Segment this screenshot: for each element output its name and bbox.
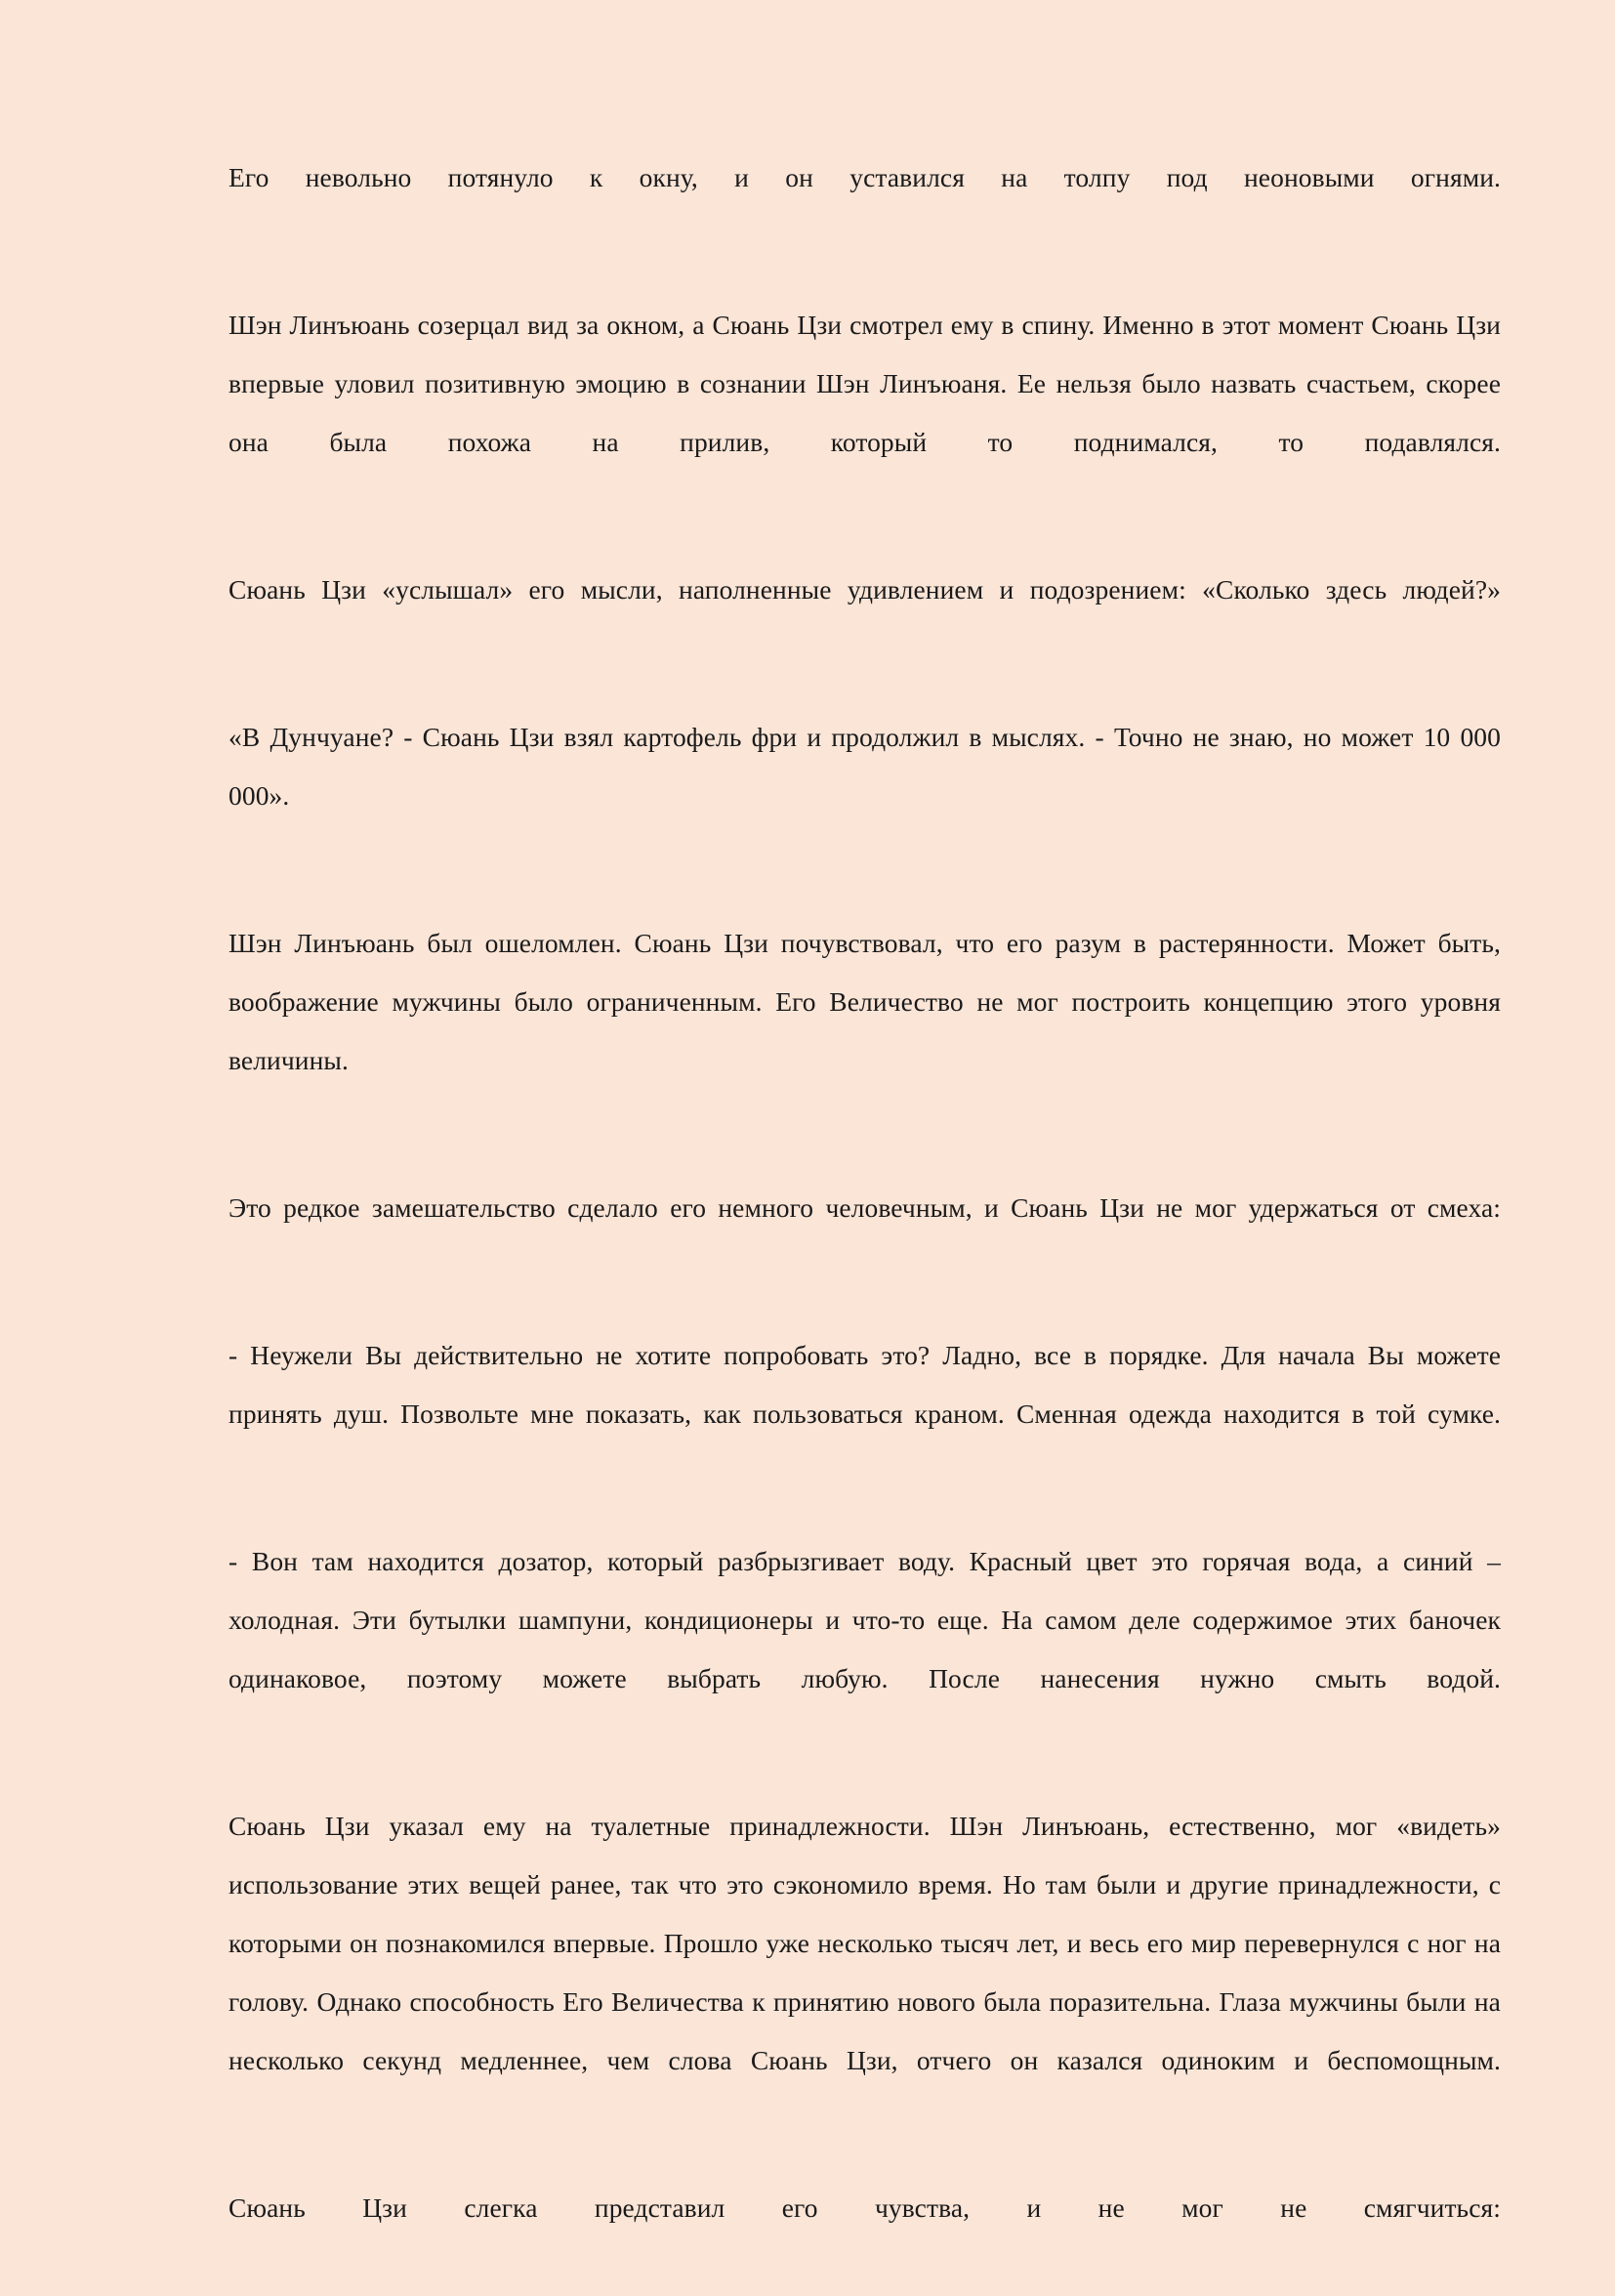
paragraph: Сюань Цзи указал ему на туалетные принадлежности. Шэн Линъюань, естественно, мог «видеть» использование этих вещей ранее, так что это сэкономило время. Но там были и другие принадлежности, с которыми он познакомился впервые. Прошло уже несколько тысяч лет, и весь его мир перевернулся с ног на голову. Однако способность Его Величества к принятию нового была поразительна. Глаза мужчины были на несколько секунд медленнее, чем слова Сюань Цзи, отчего он казался одиноким и беспомощным. [228,1811,1501,2075]
paragraph: Сюань Цзи слегка представил его чувства, и не мог не смягчиться: [228,2192,1501,2223]
document-text-body [228,148,1501,2296]
paragraph: Шэн Линъюань созерцал вид за окном, а Сюань Цзи смотрел ему в спину. Именно в этот момент Сюань Цзи впервые уловил позитивную эмоцию в сознании Шэн Линъюаня. Ее нельзя было назвать счастьем, скорее она была похожа на прилив, который то поднимался, то подавлялся. [228,310,1501,457]
paragraph: Его невольно потянуло к окну, и он уставился на толпу под неоновыми огнями. [228,162,1501,192]
paragraph: - Неужели Вы действительно не хотите попробовать это? Ладно, все в порядке. Для начала Вы можете принять душ. Позвольте мне показать, как пользоваться краном. Сменная одежда находится в той сумке. [228,1340,1501,1429]
paragraph: Шэн Линъюань был ошеломлен. Сюань Цзи почувствовал, что его разум в растерянности. Может быть, воображение мужчины было ограниченным. Его Величество не мог построить концепцию этого уровня величины. [228,928,1501,1075]
paragraph: - Вон там находится дозатор, который разбрызгивает воду. Красный цвет это горячая вода, а синий – холодная. Эти бутылки шампуни, кондиционеры и что-то еще. На самом деле содержимое этих баночек одинаковое, поэтому можете выбрать любую. После нанесения нужно смыть водой. [228,1546,1501,1693]
paragraph: Это редкое замешательство сделало его немного человечным, и Сюань Цзи не мог удержаться от смеха: [228,1192,1501,1223]
paragraph: «В Дунчуане? - Сюань Цзи взял картофель фри и продолжил в мыслях. - Точно не знаю, но может 10 000 000». [228,722,1501,811]
paragraph: Сюань Цзи «услышал» его мысли, наполненные удивлением и подозрением: «Сколько здесь людей?» [228,574,1501,605]
